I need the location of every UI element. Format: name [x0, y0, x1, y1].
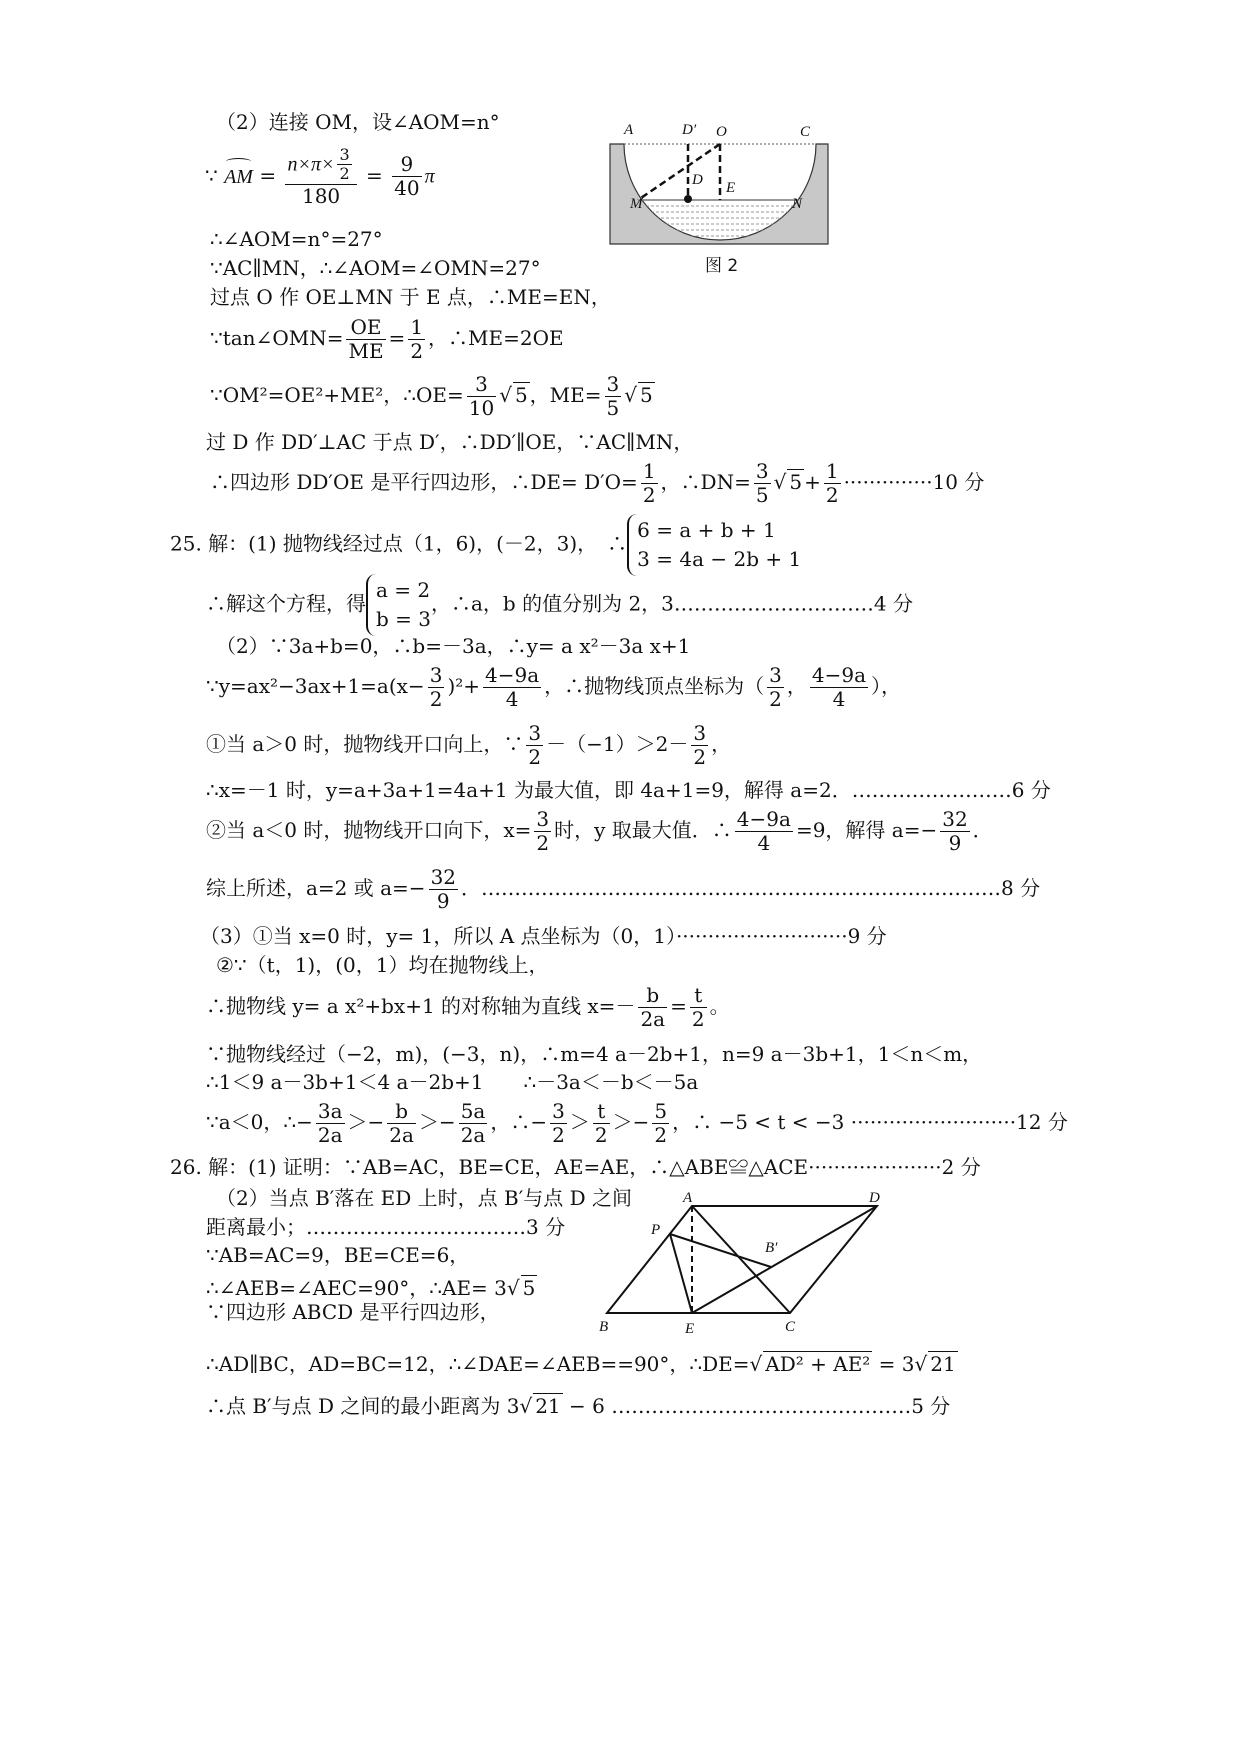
- label-D: D: [692, 172, 703, 188]
- p24-line-6: ∵tan∠OMN= $\frac{OE}{ME}$ = $\frac{1}{2}$ ，∴ME=2OE: [210, 315, 564, 363]
- p24-line-5: 过点 O 作 OE⊥MN 于 E 点，∴ME=EN，: [210, 285, 611, 309]
- p24-line-1: （2）连接 OM，设∠AOM=n°: [216, 110, 500, 134]
- p26-line-7: ∴AD∥BC，AD=BC=12，∴∠DAE=∠AEB==90°，∴DE=√ AD² + AE² = 3√ 21: [206, 1352, 956, 1376]
- p25-line-10: ②∵（t，1)，(0，1）均在抛物线上，: [216, 953, 549, 977]
- equation-system-1: 6 = a + b + 1 3 = 4a − 2b + 1: [627, 514, 801, 576]
- label-B-prime: B′: [765, 1240, 778, 1256]
- p25-line-9: （3）①当 x=0 时，y= 1，所以 A 点坐标为（0，1）···························9 分: [200, 924, 887, 948]
- label-E: E: [685, 1321, 695, 1337]
- p25-line-7: ②当 a＜0 时，抛物线开口向下，x= $\frac{3}{2}$ 时，y 取最大值．∴ $\frac{4-9a}{4}$ =9，解得 a=− $\frac{32}{9}$ ．: [206, 807, 993, 855]
- p24-line-4: ∵AC∥MN，∴∠AOM=∠OMN=27°: [210, 256, 541, 280]
- p26-line-2: （2）当点 B′落在 ED 上时，点 B′与点 D 之间: [216, 1186, 633, 1210]
- label-A: A: [624, 122, 634, 138]
- segment-OM: [638, 144, 720, 200]
- p24-line-7: ∵OM²=OE²+ME²，∴OE= $\frac{3}{10}$ √ 5 ，ME= $\frac{3}{5}$ √ 5: [210, 372, 653, 420]
- p24-line-9: ∴四边形 DD′OE 是平行四边形，∴DE= D′O= $\frac{1}{2}$ ，∴DN= $\frac{3}{5}$ √ 5 + $\frac{1}{2}$ ··············10 分: [210, 459, 985, 507]
- segment-PB1: [670, 1234, 771, 1267]
- label-A: A: [683, 1190, 693, 1206]
- p25-line-14: ∵a＜0，∴− $\frac{3a}{2a}$ ＞− $\frac{b}{2a}$ ＞− $\frac{5a}{2a}$ ，∴− $\frac{3}{2}$ ＞ $\frac{t}{2}$ ＞− $\frac{5}{2}$ ，∴ −5 < t < −3 ··························12 分: [206, 1099, 1068, 1147]
- label-O: O: [716, 124, 727, 140]
- segment-AC: [692, 1206, 790, 1313]
- p25-line-4: ∵y=ax²−3ax+1=a(x− $\frac{3}{2}$ )²+ $\frac{4-9a}{4}$ ，∴抛物线顶点坐标为（ $\frac{3}{2}$ ， $\frac{4-9a}{4}$ ），: [206, 663, 902, 711]
- segment-PE: [670, 1234, 692, 1313]
- segment-ED: [692, 1206, 877, 1313]
- label-B: B: [599, 1319, 609, 1335]
- p26-line-4: ∵AB=AC=9，BE=CE=6，: [206, 1243, 470, 1267]
- p25-line-1: 25. 解：(1) 抛物线经过点（1，6)，(－2，3)， ∴6 = a + b + 1 3 = 4a − 2b + 1: [170, 514, 801, 576]
- p26-line-3: 距离最小；……………………………3 分: [206, 1215, 566, 1239]
- p26-line-5: ∴∠AEB=∠AEC=90°，∴AE= 3√ 5: [206, 1276, 536, 1300]
- label-M: M: [630, 196, 643, 212]
- p24-line-2-arc-length: ∵ AM = n×π× $\frac{3}{2}$ 180 = $\frac{9}{40}$ π: [205, 145, 435, 208]
- label-N: N: [792, 196, 803, 212]
- p26-line-8: ∴点 B′与点 D 之间的最小距离为 3√ 21 − 6 ………………………………………5 分: [206, 1394, 951, 1418]
- p25-line-13: ∴1＜9 a－3b+1＜4 a－2b+1 ∴－3a＜－b＜－5a: [206, 1070, 699, 1094]
- figure-parallelogram: [595, 1188, 895, 1338]
- p25-line-6: ∴x=－1 时，y=a+3a+1=4a+1 为最大值，即 4a+1=9，解得 a=2．……………………6 分: [206, 778, 1051, 802]
- point-D: [684, 195, 692, 203]
- p25-line-3: （2）∵3a+b=0，∴b=－3a，∴y= a x²－3a x+1: [216, 634, 691, 658]
- p26-line-6: ∵四边形 ABCD 是平行四边形，: [206, 1300, 500, 1324]
- p25-line-11: ∴抛物线 y= a x²+bx+1 的对称轴为直线 x=－ $\frac{b}{2a}$ = $\frac{t}{2}$ 。: [206, 983, 730, 1031]
- p24-line-8: 过 D 作 DD′⊥AC 于点 D′，∴DD′∥OE，∵AC∥MN，: [206, 430, 694, 454]
- label-C: C: [785, 1319, 796, 1335]
- fraction-arc-length: n×π× $\frac{3}{2}$ 180: [285, 146, 356, 208]
- p24-line-3: ∴∠AOM=n°=27°: [210, 227, 383, 251]
- arc-mark: [226, 158, 251, 165]
- label-E: E: [726, 180, 736, 196]
- equation-system-2: a = 2 b = 3: [366, 574, 431, 636]
- figure-2-caption: 图 2: [705, 256, 739, 276]
- p26-line-1: 26. 解：(1) 证明：∵AB=AC，BE=CE，AE=AE，∴△ABE≌△ACE·····················2 分: [170, 1155, 981, 1179]
- label-P: P: [651, 1222, 661, 1238]
- p25-line-2: ∴解这个方程，得a = 2 b = 3，∴a，b 的值分别为 2，3…………………………4 分: [206, 574, 913, 636]
- p25-line-5: ①当 a＞0 时，抛物线开口向上，∵ $\frac{3}{2}$ －（−1）＞2－ $\frac{3}{2}$ ，: [206, 721, 732, 769]
- label-D: D: [869, 1190, 880, 1206]
- label-C: C: [800, 124, 811, 140]
- p25-line-12: ∵抛物线经过（−2，m)，(−3，n)，∴m=4 a－2b+1，n=9 a－3b+1，1＜n＜m，: [206, 1042, 983, 1066]
- label-D-prime: D′: [682, 122, 697, 138]
- p25-line-8: 综上所述，a=2 或 a=− $\frac{32}{9}$ ．……………………………………………………………………8 分: [206, 865, 1041, 913]
